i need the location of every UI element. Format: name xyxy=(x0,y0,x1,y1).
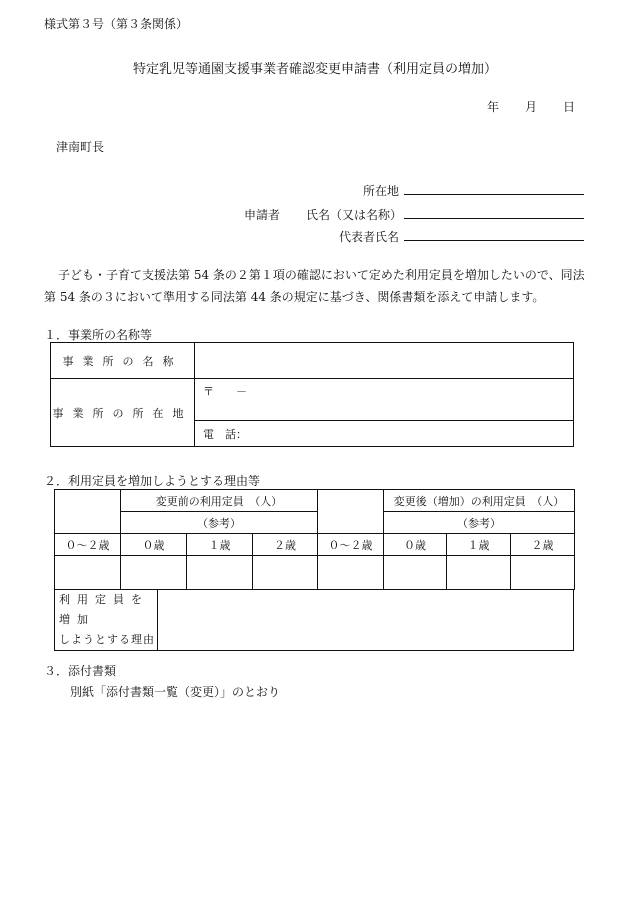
after-reference: （参考） xyxy=(384,512,575,534)
date-year: 年 xyxy=(487,100,500,114)
after-age-2: ２歳 xyxy=(511,534,575,556)
before-value-0-2[interactable] xyxy=(55,556,121,590)
reason-table xyxy=(54,589,574,651)
reason-label xyxy=(55,590,158,651)
name-line[interactable] xyxy=(404,206,584,219)
before-age-2: ２歳 xyxy=(253,534,318,556)
representative-label: 代表者氏名 xyxy=(339,230,400,244)
date-day: 日 xyxy=(563,100,576,114)
body-line-2: 第 54 条の３において準用する同法第 44 条の規定に基づき、関係書類を添えて申請します。 xyxy=(44,290,545,304)
after-value-0-2[interactable] xyxy=(318,556,384,590)
facility-name-field[interactable] xyxy=(195,343,574,379)
after-age-1: １歳 xyxy=(447,534,511,556)
facility-address-field[interactable] xyxy=(195,379,574,421)
section1-heading: １．事業所の名称等 xyxy=(44,328,153,342)
before-value-2[interactable] xyxy=(253,556,318,590)
address-line[interactable] xyxy=(404,182,584,195)
section2-heading: ２．利用定員を増加しようとする理由等 xyxy=(44,474,261,488)
before-age-0: ０歳 xyxy=(121,534,187,556)
address-label: 所在地 xyxy=(363,184,400,198)
after-value-1[interactable] xyxy=(447,556,511,590)
postal-mark: 〒 xyxy=(203,385,214,398)
after-age-0: ０歳 xyxy=(384,534,447,556)
phone-label: 電 話： xyxy=(203,427,247,441)
date-month: 月 xyxy=(525,100,538,114)
reason-field[interactable] xyxy=(158,590,574,651)
after-capacity-header: 変更後（増加）の利用定員 （人） xyxy=(384,490,575,512)
reason-label-line-2: しようとする理由 xyxy=(59,633,155,646)
after-header-blank xyxy=(318,490,384,534)
form-number: 様式第３号（第３条関係） xyxy=(44,17,189,31)
facility-table xyxy=(50,342,574,447)
before-value-0[interactable] xyxy=(121,556,187,590)
before-value-1[interactable] xyxy=(187,556,253,590)
reason-label-line-1: 利用定員を増加 xyxy=(59,593,149,626)
body-line-1: 子ども・子育て支援法第 54 条の２第１項の確認において定めた利用定員を増加したいので、同法 xyxy=(58,268,585,282)
section3-heading: ３．添付書類 xyxy=(44,664,117,678)
facility-location-label: 事業所の所在地 xyxy=(51,379,195,447)
applicant-label: 申請者 xyxy=(244,208,281,222)
date-line xyxy=(487,98,575,115)
facility-name-label: 事業所の名称 xyxy=(51,343,195,379)
document-title: 特定乳児等通園支援事業者確認変更申請書（利用定員の増加） xyxy=(132,62,497,77)
name-label: 氏名（又は名称） xyxy=(306,208,403,222)
capacity-table xyxy=(54,489,575,590)
before-header-blank xyxy=(55,490,121,534)
addressee: 津南町長 xyxy=(56,140,105,154)
postal-dash: － xyxy=(236,385,247,398)
after-age-0-2: ０～２歳 xyxy=(318,534,384,556)
before-age-0-2: ０～２歳 xyxy=(55,534,121,556)
facility-phone-field[interactable] xyxy=(195,421,574,447)
before-reference: （参考） xyxy=(121,512,318,534)
before-capacity-header: 変更前の利用定員 （人） xyxy=(121,490,318,512)
after-value-0[interactable] xyxy=(384,556,447,590)
before-age-1: １歳 xyxy=(187,534,253,556)
after-value-2[interactable] xyxy=(511,556,575,590)
representative-line[interactable] xyxy=(404,228,584,241)
attachments-text: 別紙「添付書類一覧（変更）」のとおり xyxy=(70,685,281,699)
